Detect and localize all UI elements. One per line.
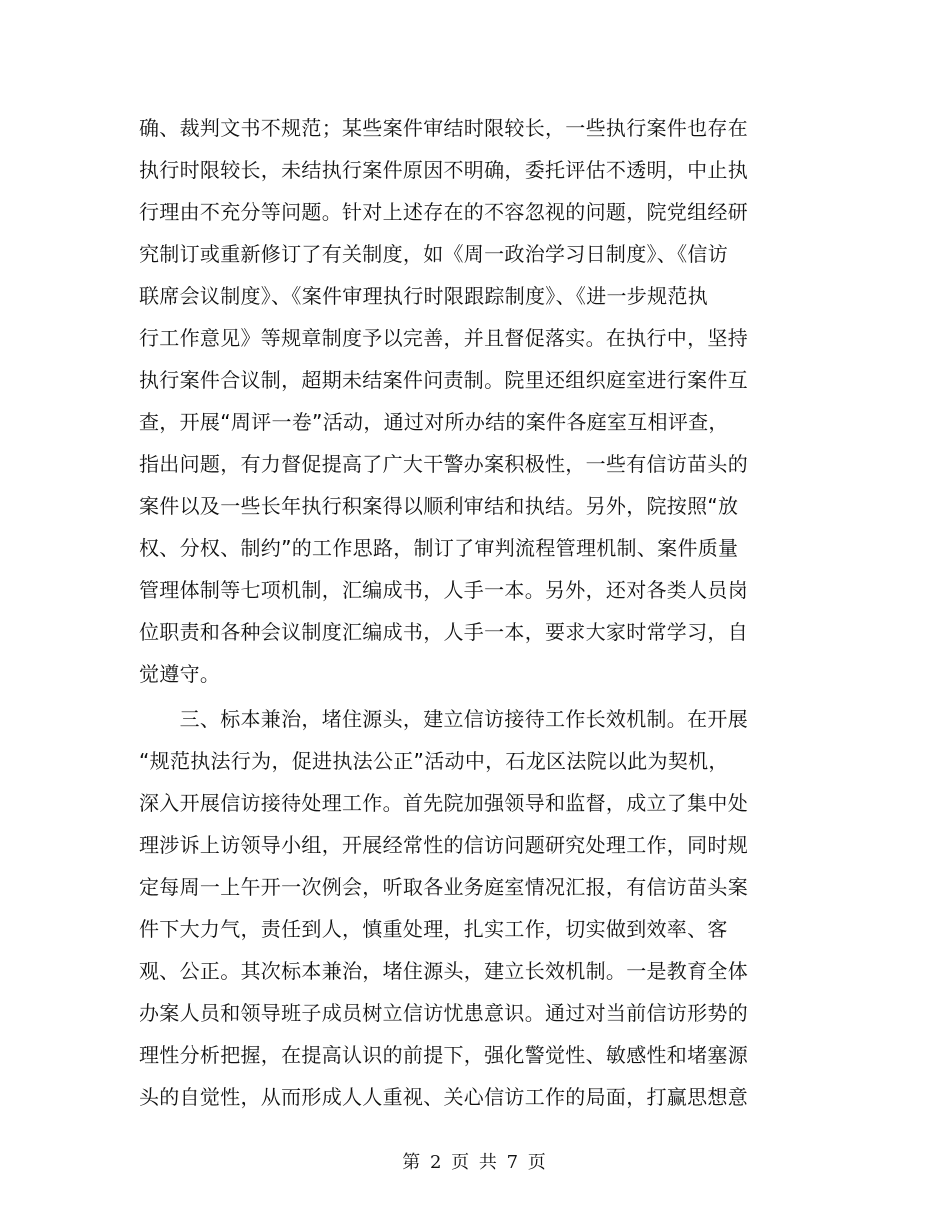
text-line: 查，开展“周评一卷”活动，通过对所办结的案件各庭室互相评查， bbox=[139, 410, 729, 434]
text-line: 深入开展信访接待处理工作。首先院加强领导和监督，成立了集中处 bbox=[139, 791, 748, 815]
text-line: 权、分权、制约”的工作思路，制订了审判流程管理机制、案件质量 bbox=[139, 536, 739, 560]
text-line: 办案人员和领导班子成员树立信访忧患意识。通过对当前信访形势的 bbox=[139, 1001, 748, 1025]
text-line: 指出问题，有力督促提高了广大干警办案积极性，一些有信访苗头的 bbox=[139, 452, 748, 476]
text-line: 理涉诉上访领导小组，开展经常性的信访问题研究处理工作，同时规 bbox=[139, 833, 748, 857]
text-line: 头的自觉性，从而形成人人重视、关心信访工作的局面，打赢思想意 bbox=[139, 1085, 748, 1109]
text-line: 行工作意见》等规章制度予以完善，并且督促落实。在执行中，坚持 bbox=[139, 326, 748, 350]
page-number-footer: 第 2 页 共 7 页 bbox=[402, 1152, 548, 1173]
section-heading-line: 三、标本兼治，堵住源头，建立信访接待工作长效机制。在开展 bbox=[139, 707, 748, 731]
text-line: 觉遵守。 bbox=[139, 662, 221, 686]
text-line: 执行案件合议制，超期未结案件问责制。院里还组织庭室进行案件互 bbox=[139, 368, 748, 392]
text-line: 件下大力气，责任到人，慎重处理，扎实工作，切实做到效率、客 bbox=[139, 917, 728, 941]
text-line: 确、裁判文书不规范；某些案件审结时限较长，一些执行案件也存在 bbox=[139, 116, 748, 140]
text-line: 管理体制等七项机制，汇编成书，人手一本。另外，还对各类人员岗 bbox=[139, 578, 748, 602]
text-line: 观、公正。其次标本兼治，堵住源头，建立长效机制。一是教育全体 bbox=[139, 959, 748, 983]
text-line: 定每周一上午开一次例会，听取各业务庭室情况汇报，有信访苗头案 bbox=[139, 875, 748, 899]
text-line: 执行时限较长，未结执行案件原因不明确，委托评估不透明，中止执 bbox=[139, 158, 748, 182]
text-line: 联席会议制度》、《案件审理执行时限跟踪制度》、《进一步规范执 bbox=[139, 284, 708, 308]
text-line: 行理由不充分等问题。针对上述存在的不容忽视的问题，院党组经研 bbox=[139, 200, 748, 224]
text-line: 究制订或重新修订了有关制度，如《周一政治学习日制度》、《信访 bbox=[139, 242, 728, 266]
text-line: 案件以及一些长年执行积案得以顺利审结和执结。另外，院按照“放 bbox=[139, 494, 739, 518]
text-line: 理性分析把握，在提高认识的前提下，强化警觉性、敏感性和堵塞源 bbox=[139, 1043, 748, 1067]
text-line: 位职责和各种会议制度汇编成书，人手一本，要求大家时常学习，自 bbox=[139, 620, 748, 644]
text-line: “规范执法行为，促进执法公正”活动中，石龙区法院以此为契机， bbox=[139, 749, 729, 773]
